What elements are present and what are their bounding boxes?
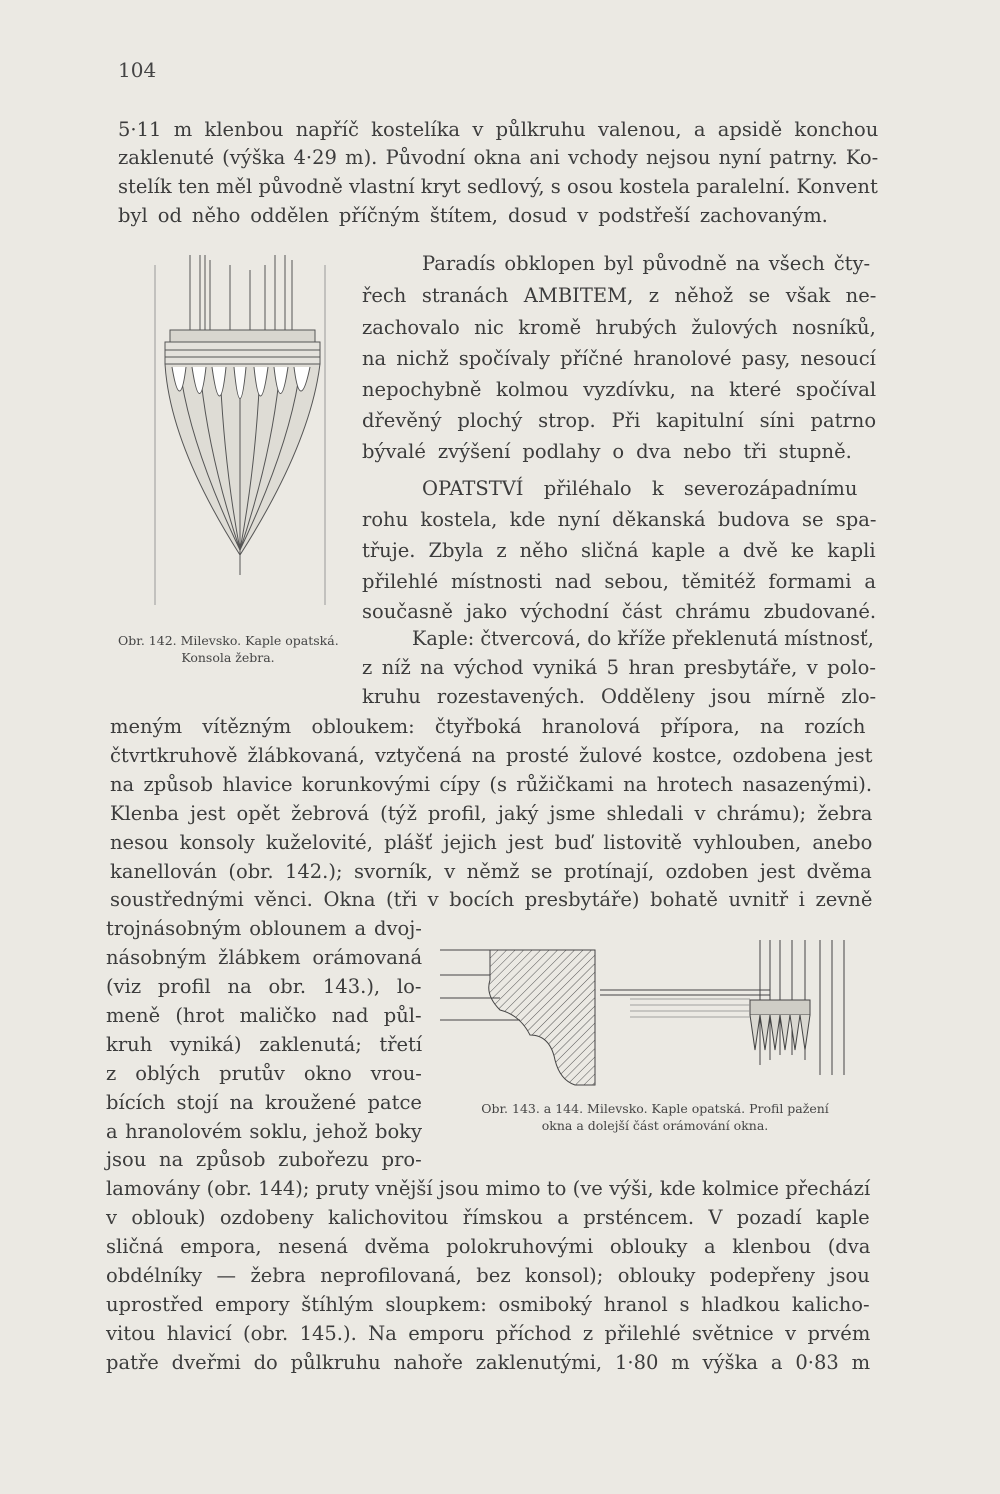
text-line: třuje. Zbyla z něho sličná kaple a dvě ke kapli [362, 539, 876, 562]
figure-142-corbel-illustration [150, 245, 340, 625]
text-line: OPATSTVÍ přiléhalo k severozápadnímu [422, 477, 858, 500]
figure-143-144-caption [440, 1100, 870, 1134]
text-line: z níž na východ vyniká 5 hran presbytáře, v polo- [362, 656, 876, 679]
page-number: 104 [118, 58, 157, 82]
text-line: meným vítězným obloukem: čtyřboká hranolová přípora, na rozích [110, 715, 866, 738]
text-line: čtvrtkruhově žlábkovaná, vztyčená na prosté žulové kostce, ozdobena jest [110, 744, 873, 767]
text-line: patře dveřmi do půlkruhu nahoře zaklenutými, 1·80 m výška a 0·83 m [106, 1351, 871, 1374]
text-line: řech stranách AMBITEM, z něhož se však ne- [362, 284, 877, 307]
text-line: dřevěný plochý strop. Při kapitulní síni patrno [362, 409, 877, 432]
text-line: lamovány (obr. 144); pruty vnější jsou mimo to (ve výši, kde kolmice přechází [106, 1177, 871, 1200]
text-line: stelík ten měl původně vlastní kryt sedlový, s osou kostela paralelní. Konvent [118, 175, 878, 198]
text-line: trojnásobným oblounem a dvoj- [106, 917, 422, 940]
text-line: zachovalo nic kromě hrubých žulových nosníků, [362, 316, 876, 339]
text-line: kanellován (obr. 142.); svorník, v němž se protínají, ozdoben jest dvěma [110, 860, 872, 883]
text-line: bývalé zvýšení podlahy o dva nebo tři stupně. [362, 440, 852, 463]
text-line: současně jako východní část chrámu zbudované. [362, 600, 877, 623]
text-line: vitou hlavicí (obr. 145.). Na emporu příchod z přilehlé světnice v prvém [106, 1322, 871, 1345]
figure-142-caption-line2: Konsola žebra. [181, 650, 275, 665]
text-line: na způsob hlavice korunkovými cípy (s růžičkami na hrotech nasazenými). [110, 773, 873, 796]
text-line: jsou na způsob zubořezu pro- [106, 1148, 422, 1171]
text-line: (viz profil na obr. 143.), lo- [106, 975, 422, 998]
text-line: z oblých prutův okno vrou- [106, 1062, 422, 1085]
text-line: nepochybně kolmou vyzdívku, na které spočíval [362, 378, 877, 401]
figure-143-window-profile [440, 940, 600, 1100]
text-line: Klenba jest opět žebrová (týž profil, jaký jsme shledali v chrámu); žebra [110, 802, 873, 825]
text-line: kruh vyniká) zaklenutá; třetí [106, 1033, 423, 1056]
text-line: přilehlé místnosti nad sebou, těmitéž formami a [362, 570, 877, 593]
figure-142-caption [118, 632, 338, 666]
text-line: obdélníky — žebra neprofilovaná, bez konsol); oblouky podepřeny jsou [106, 1264, 870, 1287]
text-line: sličná empora, nesená dvěma polokruhovými oblouky a klenbou (dva [106, 1235, 871, 1258]
text-line: meně (hrot maličko nad půl- [106, 1004, 422, 1027]
text-line: a hranolovém soklu, jehož boky [106, 1120, 423, 1143]
text-line: byl od něho oddělen příčným štítem, dosud v podstřeší zachovaným. [118, 204, 828, 227]
text-line: zaklenuté (výška 4·29 m). Původní okna ani vchody nejsou nyní patrny. Ko- [118, 146, 879, 169]
figure-142-caption-line1: Obr. 142. Milevsko. Kaple opatská. [118, 633, 339, 648]
text-line: nesou konsoly kuželovité, plášť jejich jest buď listovitě vyhlouben, anebo [110, 831, 873, 854]
text-line: v oblouk) ozdobeny kalichovitou římskou a prsténcem. V pozadí kaple [106, 1206, 870, 1229]
text-line: uprostřed empory štíhlým sloupkem: osmiboký hranol s hladkou kalicho- [106, 1293, 870, 1316]
text-line: soustřednými věnci. Okna (tři v bocích presbytáře) bohatě uvnitř i zevně [110, 888, 873, 911]
text-line: 5·11 m klenbou napříč kostelíka v půlkruhu valenou, a apsidě konchou [118, 118, 879, 141]
figure-144-window-frame-base [600, 935, 860, 1085]
figure-143-144-caption-line2: okna a dolejší část orámování okna. [541, 1118, 769, 1133]
text-line: rohu kostela, kde nyní děkanská budova se spa- [362, 508, 877, 531]
text-line: kruhu rozestavených. Odděleny jsou mírně zlo- [362, 685, 877, 708]
text-line: násobným žlábkem orámovaná [106, 946, 423, 969]
text-line: Kaple: čtvercová, do kříže překlenutá místnosť, [412, 627, 874, 650]
text-line: Paradís obklopen byl původně na všech čty- [422, 252, 871, 275]
text-line: na nichž spočívaly příčné hranolové pasy, nesoucí [362, 347, 876, 370]
figure-143-144-caption-line1: Obr. 143. a 144. Milevsko. Kaple opatská. Profil pažení [481, 1101, 829, 1116]
text-line: bících stojí na kroužené patce [106, 1091, 422, 1114]
